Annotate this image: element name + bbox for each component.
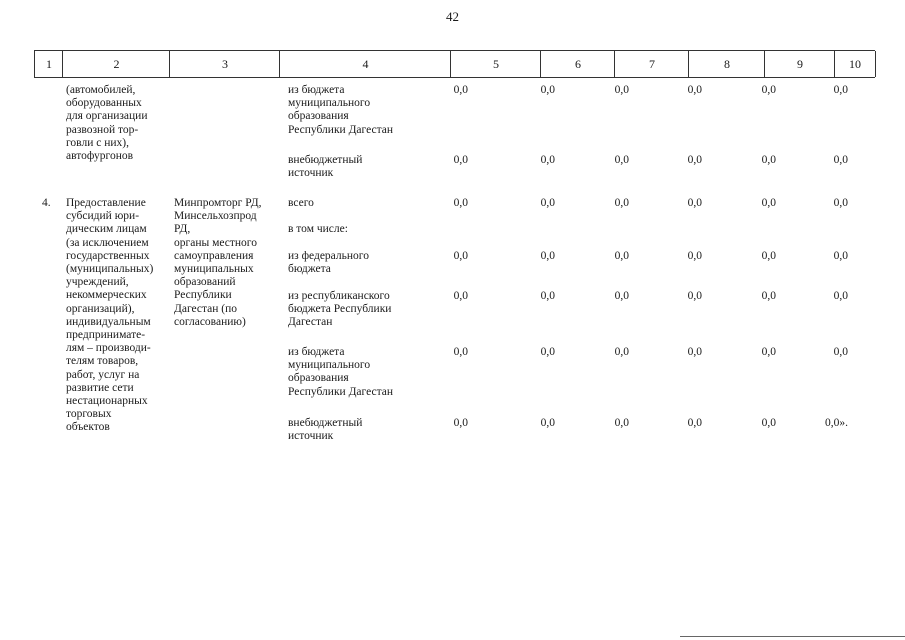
funding-source-line: внебюджетный — [288, 154, 363, 166]
header-col-6: 6 — [540, 51, 615, 77]
funding-source-line: муниципального — [288, 97, 371, 110]
header-col-8: 8 — [688, 51, 765, 77]
funding-source-line: из бюджета — [288, 346, 345, 358]
value-cell: 0,0 — [453, 250, 468, 262]
value-cell: 0,0 — [453, 417, 468, 429]
value-cell: 0,0 — [453, 154, 468, 166]
measure-name-line: государственных — [66, 249, 150, 262]
value-cell: 0,0 — [761, 290, 776, 302]
value-cell: 0,0 — [540, 197, 555, 209]
value-cell: 0,0 — [614, 346, 629, 358]
measure-name-line: (автомобилей, — [66, 84, 136, 96]
measure-name-line: (муниципальных) — [66, 263, 154, 275]
value-cell: 0,0 — [540, 346, 555, 358]
value-cell: 0,0 — [540, 154, 555, 166]
funding-source-line: источник — [288, 430, 334, 443]
executor-line: органы местного — [174, 236, 257, 249]
value-cell: 0,0 — [614, 84, 629, 96]
value-cell: 0,0 — [453, 290, 468, 302]
value-cell: 0,0 — [687, 290, 702, 302]
page-edge-rule — [680, 636, 905, 637]
funding-source-line: Республики Дагестан — [288, 385, 393, 398]
measure-name-line: индивидуальным — [66, 315, 151, 328]
value-cell: 0,0 — [453, 84, 468, 96]
funding-source-line: из бюджета — [288, 84, 345, 96]
table-header — [34, 50, 875, 78]
measure-name-line: автофургонов — [66, 150, 134, 162]
value-cell: 0,0 — [761, 154, 776, 166]
executor-line: муниципальных — [174, 263, 254, 275]
measure-name-line: работ, услуг на — [66, 368, 140, 381]
funding-source-line: бюджета — [288, 263, 331, 276]
measure-name-line: развозной тор- — [66, 123, 139, 136]
measure-name-line: организаций), — [66, 302, 135, 315]
value-cell: 0,0 — [687, 84, 702, 96]
measure-name-line: лям – производи- — [66, 342, 151, 355]
value-cell: 0,0 — [833, 197, 848, 209]
page-number: 42 — [446, 9, 459, 24]
value-cell: 0,0 — [540, 417, 555, 429]
value-cell: 0,0 — [761, 250, 776, 262]
header-col-1: 1 — [34, 51, 63, 77]
funding-source-line: образования — [288, 110, 349, 123]
header-col-2: 2 — [62, 51, 170, 77]
executor-line: Минсельхозпрод — [174, 210, 257, 223]
value-cell: 0,0 — [833, 84, 848, 96]
executor-line: Минпромторг РД, — [174, 197, 262, 209]
measure-name-line: субсидий юри- — [66, 210, 140, 223]
value-cell: 0,0 — [687, 154, 702, 166]
measure-name-line: телям товаров, — [66, 355, 139, 368]
funding-source-line: Дагестан — [288, 316, 333, 329]
executor-line: самоуправления — [174, 249, 254, 262]
value-cell: 0,0 — [687, 417, 702, 429]
funding-source-line: бюджета Республики — [288, 303, 392, 316]
funding-source-line: в том числе: — [288, 223, 348, 235]
value-cell: 0,0 — [833, 346, 848, 358]
measure-name-line: Предоставление — [66, 197, 146, 209]
executor-line: согласованию) — [174, 315, 246, 328]
measure-name-line: торговых — [66, 408, 112, 421]
measure-name-line: оборудованных — [66, 97, 142, 110]
measure-name-line: развитие сети — [66, 381, 134, 394]
value-cell: 0,0 — [614, 197, 629, 209]
measure-name-line: говли с них), — [66, 136, 129, 149]
value-cell: 0,0 — [833, 250, 848, 262]
funding-source-line: муниципального — [288, 359, 371, 372]
measure-name-line: некоммерческих — [66, 289, 147, 302]
value-cell: 0,0 — [761, 346, 776, 358]
measure-name-line: учреждений, — [66, 276, 129, 289]
funding-source-line: всего — [288, 197, 314, 209]
value-cell: 0,0 — [540, 84, 555, 96]
funding-source-line: из федерального — [288, 250, 369, 262]
value-cell: 0,0 — [761, 417, 776, 429]
funding-source-line: образования — [288, 372, 349, 385]
value-cell: 0,0 — [540, 290, 555, 302]
row-number: 4. — [42, 197, 51, 209]
value-cell: 0,0 — [761, 197, 776, 209]
measure-name-line: дическим лицам — [66, 223, 147, 236]
value-cell: 0,0 — [833, 290, 848, 302]
value-cell: 0,0 — [540, 250, 555, 262]
value-cell: 0,0». — [825, 417, 848, 429]
value-cell: 0,0 — [453, 197, 468, 209]
funding-source-line: из республиканского — [288, 290, 390, 302]
value-cell: 0,0 — [687, 250, 702, 262]
value-cell: 0,0 — [614, 250, 629, 262]
value-cell: 0,0 — [761, 84, 776, 96]
measure-name-line: нестационарных — [66, 395, 148, 407]
value-cell: 0,0 — [614, 417, 629, 429]
header-col-5: 5 — [450, 51, 541, 77]
funding-source-line: источник — [288, 167, 334, 180]
measure-name-line: предпринимате- — [66, 329, 146, 341]
measure-name-line: (за исключением — [66, 236, 149, 249]
value-cell: 0,0 — [687, 346, 702, 358]
measure-name-line: для организации — [66, 110, 148, 123]
executor-line: образований — [174, 276, 236, 289]
value-cell: 0,0 — [833, 154, 848, 166]
executor-line: Республики — [174, 289, 232, 302]
header-col-4: 4 — [279, 51, 451, 77]
funding-source-line: Республики Дагестан — [288, 123, 393, 136]
measure-name-line: объектов — [66, 421, 110, 434]
executor-line: Дагестан (по — [174, 302, 238, 315]
header-col-9: 9 — [764, 51, 835, 77]
header-col-10: 10 — [834, 51, 876, 77]
executor-line: РД, — [174, 223, 191, 236]
value-cell: 0,0 — [453, 346, 468, 358]
value-cell: 0,0 — [687, 197, 702, 209]
funding-source-line: внебюджетный — [288, 417, 363, 429]
value-cell: 0,0 — [614, 290, 629, 302]
value-cell: 0,0 — [614, 154, 629, 166]
header-col-3: 3 — [169, 51, 280, 77]
header-col-7: 7 — [614, 51, 689, 77]
